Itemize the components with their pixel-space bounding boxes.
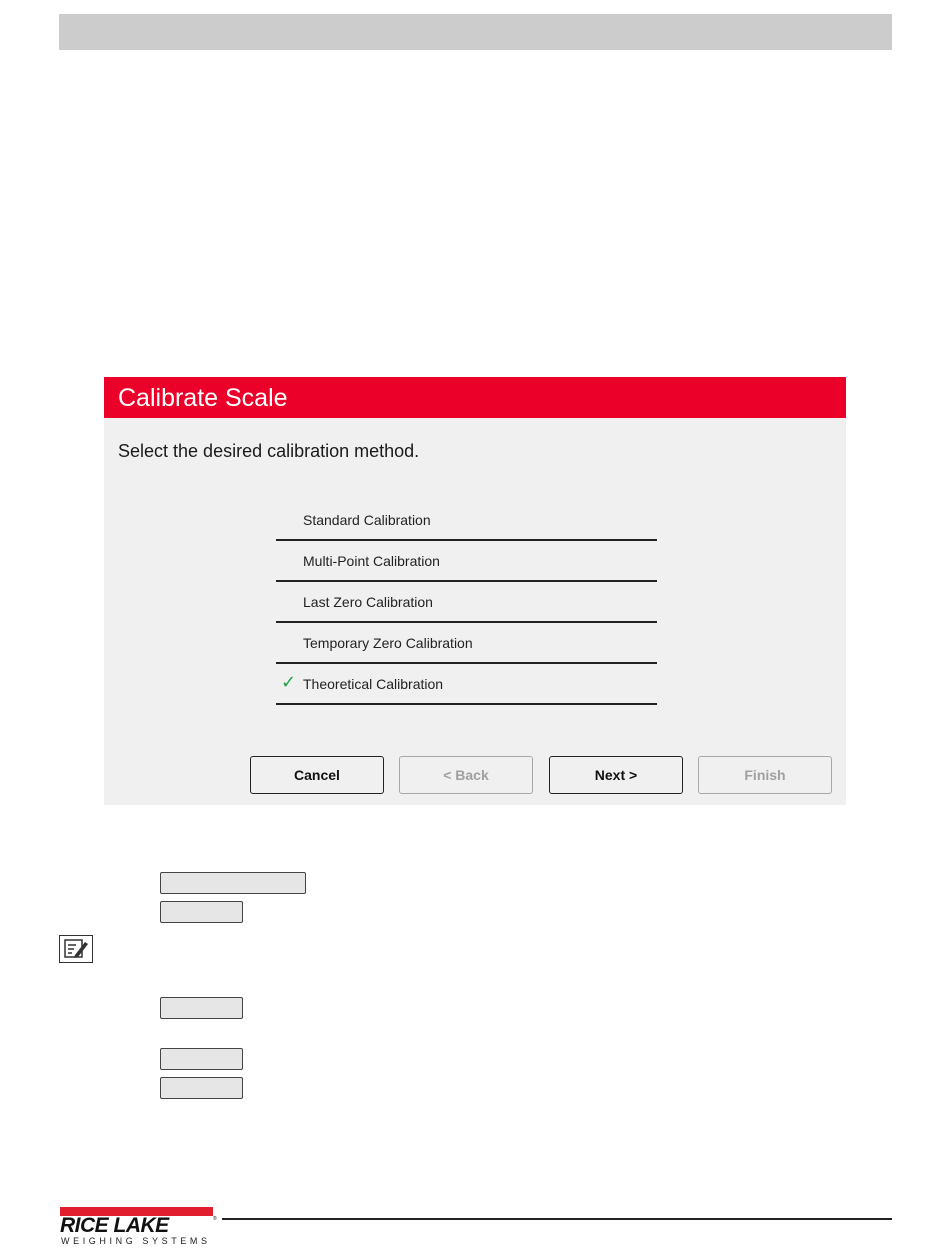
- logo-registered-mark: ®: [213, 1216, 217, 1222]
- finish-button[interactable]: Finish: [698, 756, 832, 794]
- key-placeholder-box: [160, 997, 243, 1019]
- method-label: Theoretical Calibration: [303, 676, 444, 692]
- method-theoretical-calibration[interactable]: [276, 664, 657, 705]
- footer-divider: [222, 1218, 892, 1220]
- dialog-header: [104, 377, 846, 418]
- calibrate-scale-dialog: [104, 377, 846, 805]
- method-last-zero-calibration[interactable]: [276, 582, 657, 623]
- cancel-button[interactable]: Cancel: [250, 756, 384, 794]
- method-temporary-zero-calibration[interactable]: [276, 623, 657, 664]
- page-header-bar: [59, 14, 892, 50]
- checkmark-icon: ✓: [281, 672, 297, 693]
- logo-tagline: WEIGHING SYSTEMS: [61, 1236, 211, 1246]
- rice-lake-logo: [60, 1207, 220, 1247]
- calibration-method-list: [276, 500, 657, 705]
- key-placeholder-box: [160, 1077, 243, 1099]
- method-multi-point-calibration[interactable]: [276, 541, 657, 582]
- next-button[interactable]: Next >: [549, 756, 683, 794]
- logo-wordmark: RICE LAKE: [60, 1214, 169, 1237]
- note-icon: [59, 935, 93, 963]
- pencil-note-icon: [60, 936, 91, 961]
- back-button[interactable]: < Back: [399, 756, 533, 794]
- method-label: Temporary Zero Calibration: [303, 635, 473, 651]
- method-standard-calibration[interactable]: [276, 500, 657, 541]
- method-label: Multi-Point Calibration: [303, 553, 440, 569]
- method-label: Standard Calibration: [303, 512, 431, 528]
- key-placeholder-box: [160, 1048, 243, 1070]
- method-label: Last Zero Calibration: [303, 594, 433, 610]
- key-placeholder-box: [160, 872, 306, 894]
- instruction-text: Select the desired calibration method.: [118, 441, 420, 461]
- dialog-title: Calibrate Scale: [118, 384, 288, 412]
- key-placeholder-box: [160, 901, 243, 923]
